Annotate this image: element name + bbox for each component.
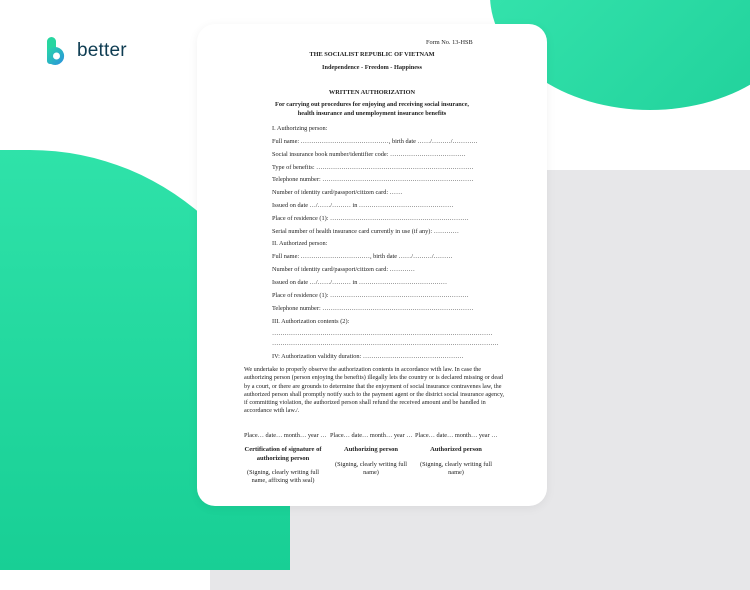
field-line: Type of benefits: ………………………………………………………………… (272, 163, 474, 171)
signature-note: (Signing, clearly writing full name) (419, 460, 493, 477)
dotted-line: ……………………………………………………………………………………………… (272, 340, 499, 347)
section-authorizing-person: I. Authorizing person: (272, 125, 328, 132)
form-number: Form No. 13-HSB (426, 39, 473, 46)
place-date-line: Place… date… month… year … (415, 432, 498, 439)
signature-title: Authorized person (430, 446, 482, 453)
signature-block-authorized (415, 446, 497, 478)
logo-mark-icon (45, 36, 71, 66)
field-line: Issued on date …/……/……… in …………………………………… (272, 279, 448, 286)
field-line: Issued on date …/……/……… in ……………………………………… (272, 202, 454, 209)
field-line: Number of identity card/passport/citizen card: …… (272, 189, 403, 196)
section-authorization-contents: III. Authorization contents (2): (272, 318, 350, 325)
section-validity-duration: IV: Authorization validity duration: ………………………………………… (272, 353, 464, 360)
place-date-line: Place… date… month… year … (330, 432, 413, 439)
country-header: THE SOCIALIST REPUBLIC OF VIETNAM (309, 51, 435, 58)
field-line: Place of residence (1): ………………………………………………………… (272, 292, 469, 299)
signature-title: Authorizing person (344, 446, 398, 453)
field-line: Full name: ……………………………, birth date ……/………/……… (272, 253, 453, 260)
dotted-line: …………………………………………………………………………………………… (272, 330, 493, 337)
document-subtitle-line1: For carrying out procedures for enjoying and receiving social insurance, (275, 101, 469, 108)
undertaking-paragraph: We undertake to properly observe the authorization contents in accordance with law. In case the authorizing person (person enjoying the benefits) illegally lets the country or is declared missing or dead by a court, or there are grounds to determine that the enjoyment of social insurance contravenes law, the authorized person shall promptly notify such to the payment agent or the district social insurance agency, if committing violation, the authorized person shall refund the received amount and be handled in accordance with law./. (244, 366, 505, 415)
document-title: WRITTEN AUTHORIZATION (328, 89, 416, 96)
field-line: Place of residence (1): ………………………………………………………… (272, 215, 469, 222)
field-line: Telephone number: ……………………………………………………………… (272, 305, 474, 312)
field-line: Number of identity card/passport/citizen card: ………… (272, 266, 415, 273)
signature-note: (Signing, clearly writing full name) (334, 460, 408, 477)
field-line: Full name: ……………………………………, birth date ……/………/………… (272, 138, 478, 145)
field-line: Telephone number: ……………………………………………………………… (272, 176, 474, 183)
signature-title: Certification of signature of authorizing person (244, 446, 322, 462)
place-date-line: Place… date… month… year … (244, 432, 327, 439)
section-authorized-person: II. Authorized person: (272, 240, 328, 247)
brand-logo (45, 36, 127, 66)
document-subtitle-line2: health insurance and unemployment insurance benefits (297, 110, 447, 117)
field-line: Social insurance book number/identifier code: ……………………………… (272, 151, 466, 158)
signature-block-certification (242, 446, 324, 486)
signature-note: (Signing, clearly writing full name, affixing with seal) (246, 468, 320, 485)
motto: Independence - Freedom - Happiness (322, 64, 422, 71)
document-paper (197, 24, 547, 506)
signature-block-authorizing (330, 446, 412, 478)
brand-name: better (77, 40, 127, 61)
field-line: Serial number of health insurance card currently in use (if any): ………… (272, 227, 459, 235)
